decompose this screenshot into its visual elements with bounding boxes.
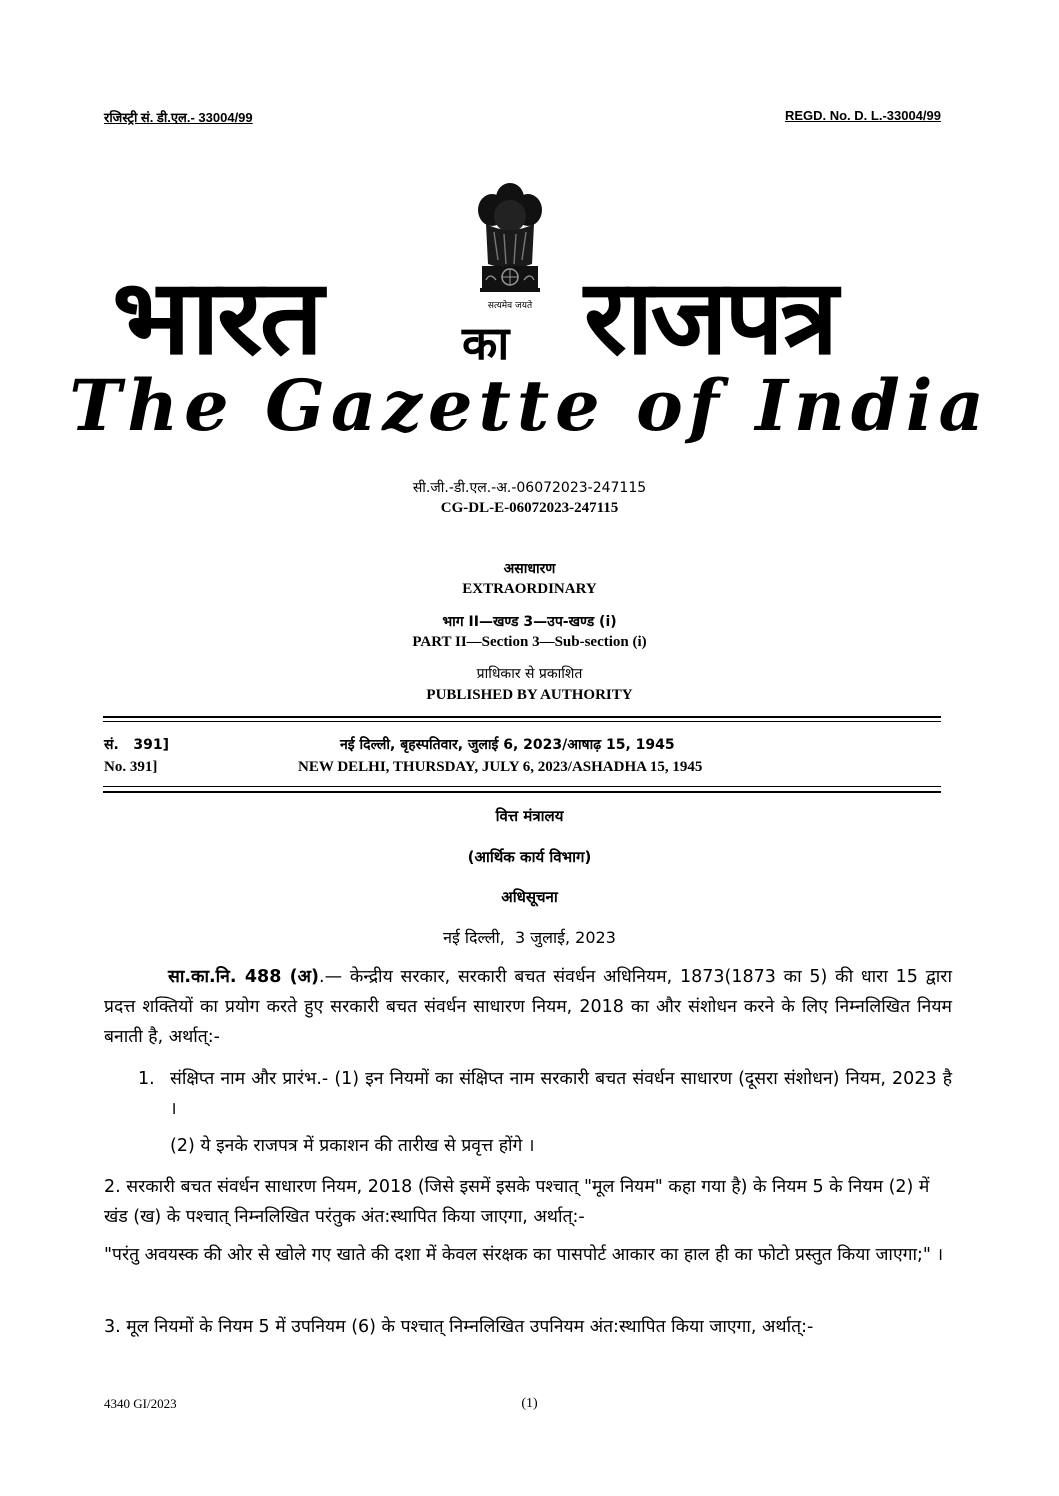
issue-number-hindi: सं. 391] (104, 737, 170, 753)
masthead-title-hindi-bharat: भारत (112, 256, 321, 378)
registration-number-english: REGD. No. D. L.-33004/99 (784, 108, 941, 123)
notification-date: नई दिल्ली, 3 जुलाई, 2023 (443, 928, 616, 947)
authority-english: PUBLISHED BY AUTHORITY (426, 687, 633, 703)
state-emblem (468, 176, 552, 322)
issue-number-english: No. 391] (104, 759, 158, 775)
issue-dateline-hindi: नई दिल्ली, बृहस्पतिवार, जुलाई 6, 2023/आषाढ़ 15, 1945 (340, 737, 675, 753)
page-number: (1) (521, 1396, 538, 1411)
gazette-code-hindi: सी.जी.-डी.एल.-अ.-06072023-247115 (412, 480, 647, 496)
rule-1-text: संक्षिप्त नाम और प्रारंभ.- (1) इन नियमों का संक्षिप्त नाम सरकारी बचत संवर्धन साधारण (दूसरा संशोधन) नियम, 2023 है । (170, 1069, 952, 1119)
rule-1-subrule-2: (2) ये इनके राजपत्र में प्रकाशन की तारीख से प्रवृत्त होंगे । (170, 1136, 535, 1156)
top-rule (103, 716, 941, 718)
rule-3-text: 3. मूल नियमों के नियम 5 में उपनियम (6) के पश्चात् निम्नलिखित उपनियम अंत:स्थापित किया जाएगा, अर्थात्:- (104, 1317, 814, 1337)
extraordinary-hindi: असाधारण (503, 561, 556, 577)
issue-dateline-english: NEW DELHI, THURSDAY, JULY 6, 2023/ASHADHA 15, 1945 (298, 759, 703, 775)
extraordinary-english: EXTRAORDINARY (462, 581, 597, 597)
bottom-rule (103, 791, 941, 793)
authority-hindi: प्राधिकार से प्रकाशित (476, 666, 583, 682)
preamble-text: .— केन्द्रीय सरकार, सरकारी बचत संवर्धन अधिनियम, 1873(1873 का 5) की धारा 15 द्वारा प्रदत्त शक्तियों का प्रयोग करते हुए सरकारी बचत संवर्धन साधारण नियम, 2018 का और संशोधन करने के लिए निम्नलिखित नियम बनाती है, अर्थात्:- (104, 967, 952, 1047)
registration-number-hindi: रजिस्ट्री सं. डी.एल.- 33004/99 (104, 110, 253, 125)
masthead-title-hindi-rajpatra: राजपत्र (584, 256, 836, 378)
ministry-name: वित्त मंत्रालय (495, 807, 564, 825)
masthead-title-english: The Gazette of India (69, 364, 990, 447)
print-code: 4340 GI/2023 (104, 1396, 177, 1411)
notification-heading: अधिसूचना (501, 888, 558, 906)
emblem-motto: सत्यमेव जयते (487, 301, 533, 311)
gazette-code-english: CG-DL-E-06072023-247115 (440, 500, 619, 516)
proviso-text: "परंतु अवयस्क की ओर से खोले गए खाते की दशा में केवल संरक्षक का पासपोर्ट आकार का हाल ही का फोटो प्रस्तुत किया जाएगा;" । (104, 1245, 944, 1265)
bottom-rule-thin (103, 786, 941, 787)
department-name: (आर्थिक कार्य विभाग) (467, 848, 592, 866)
notification-preamble (104, 962, 952, 1052)
part-english: PART II—Section 3—Sub-section (i) (412, 634, 647, 650)
top-rule-thin (103, 721, 941, 722)
rule-2-text: 2. सरकारी बचत संवर्धन साधारण नियम, 2018 (जिसे इसमें इसके पश्चात् "मूल नियम" कहा गया है) के नियम 5 के नियम (2) में खंड (ख) के पश्चात् निम्नलिखित परंतुक अंत:स्थापित किया जाएगा, अर्थात्:- (104, 1177, 930, 1227)
gsr-reference: सा.का.नि. 488 (अ) (168, 967, 320, 987)
masthead-title-hindi-ka: का (462, 316, 510, 370)
part-hindi: भाग II—खण्ड 3—उप-खण्ड (i) (442, 614, 617, 630)
rule-1-number: 1. (138, 1069, 155, 1089)
